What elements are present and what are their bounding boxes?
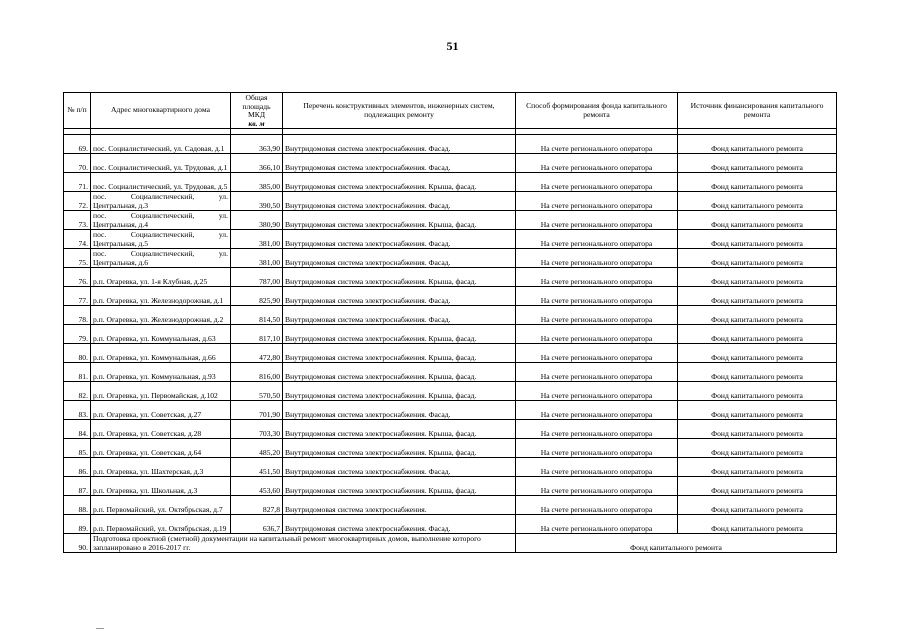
row-works: Внутридомовая система электроснабжения. Фасад.	[283, 249, 516, 268]
row-area: 380,90	[231, 211, 283, 230]
row-area: 381,00	[231, 230, 283, 249]
table-row	[64, 420, 837, 439]
row-area: 390,50	[231, 192, 283, 211]
table-row	[64, 439, 837, 458]
row-area: 385,00	[231, 173, 283, 192]
row-method: На счете регионального оператора	[516, 515, 678, 534]
row-method: На счете регионального оператора	[516, 154, 678, 173]
row-source: Фонд капитального ремонта	[678, 496, 837, 515]
row-number: 75.	[64, 249, 91, 268]
row-works: Внутридомовая система электроснабжения. Фасад.	[283, 401, 516, 420]
table-row	[64, 382, 837, 401]
row-works: Внутридомовая система электроснабжения.	[283, 496, 516, 515]
row-method: На счете регионального оператора	[516, 420, 678, 439]
row-number: 71.	[64, 173, 91, 192]
row-area: 787,00	[231, 268, 283, 287]
row-area: 825,90	[231, 287, 283, 306]
row-area: 570,50	[231, 382, 283, 401]
row-method: На счете регионального оператора	[516, 401, 678, 420]
row-works: Внутридомовая система электроснабжения. Крыша, фасад.	[283, 344, 516, 363]
table-header	[64, 93, 837, 129]
row-description: Подготовка проектной (сметной) документации на капитальный ремонт многоквартирных домов, выполнение которого запланировано в 2016-2017 гг.	[91, 534, 516, 553]
page-mark	[96, 628, 104, 629]
row-source: Фонд капитального ремонта	[678, 477, 837, 496]
row-address: р.п. Огаревка, ул. Шахтерская, д.3	[91, 458, 231, 477]
row-works: Внутридомовая система электроснабжения. Крыша, фасад.	[283, 173, 516, 192]
table-row	[64, 211, 837, 230]
row-method: На счете регионального оператора	[516, 344, 678, 363]
row-method: На счете регионального оператора	[516, 287, 678, 306]
header-area	[231, 93, 283, 129]
row-area: 814,50	[231, 306, 283, 325]
table-row	[64, 477, 837, 496]
table-row	[64, 268, 837, 287]
row-area: 816,00	[231, 363, 283, 382]
row-source: Фонд капитального ремонта	[678, 192, 837, 211]
row-address: пос. Социалистический, ул. Садовая, д.1	[91, 135, 231, 154]
row-address: р.п. Огаревка, ул. 1-я Клубная, д.25	[91, 268, 231, 287]
row-area: 366,10	[231, 154, 283, 173]
row-address: р.п. Огаревка, ул. Железнодорожная, д.2	[91, 306, 231, 325]
row-number: 72.	[64, 192, 91, 211]
row-method: На счете регионального оператора	[516, 135, 678, 154]
table-row	[64, 458, 837, 477]
row-area: 453,60	[231, 477, 283, 496]
page-number: 51	[446, 39, 459, 53]
row-source: Фонд капитального ремонта	[678, 344, 837, 363]
row-source: Фонд капитального ремонта	[678, 268, 837, 287]
row-area: 381,00	[231, 249, 283, 268]
header-address: Адрес многоквартирного дома	[91, 93, 231, 129]
row-address: р.п. Огаревка, ул. Железнодорожная, д.1	[91, 287, 231, 306]
table-row	[64, 135, 837, 154]
row-works: Внутридомовая система электроснабжения. Крыша, фасад.	[283, 363, 516, 382]
row-method: На счете регионального оператора	[516, 439, 678, 458]
row-area: 827,8	[231, 496, 283, 515]
row-area: 703,30	[231, 420, 283, 439]
header-area-unit: кв. м	[248, 118, 265, 128]
row-number: 83.	[64, 401, 91, 420]
row-source: Фонд капитального ремонта	[678, 287, 837, 306]
row-works: Внутридомовая система электроснабжения. Крыша, фасад.	[283, 268, 516, 287]
row-number: 84.	[64, 420, 91, 439]
row-area: 363,90	[231, 135, 283, 154]
row-number: 80.	[64, 344, 91, 363]
table-row	[64, 325, 837, 344]
row-address: р.п. Первомайский, ул. Октябрьская, д.19	[91, 515, 231, 534]
row-area: 485,20	[231, 439, 283, 458]
row-works: Внутридомовая система электроснабжения. Крыша, фасад.	[283, 420, 516, 439]
table-row	[64, 154, 837, 173]
row-method: На счете регионального оператора	[516, 268, 678, 287]
row-works: Внутридомовая система электроснабжения. Крыша, фасад.	[283, 382, 516, 401]
row-number: 73.	[64, 211, 91, 230]
row-address: р.п. Огаревка, ул. Коммунальная, д.66	[91, 344, 231, 363]
table-row	[64, 306, 837, 325]
row-works: Внутридомовая система электроснабжения. Крыша, фасад.	[283, 325, 516, 344]
row-source: Фонд капитального ремонта	[678, 211, 837, 230]
row-address: р.п. Первомайский, ул. Октябрьская, д.7	[91, 496, 231, 515]
row-number: 90.	[64, 534, 91, 553]
row-address: р.п. Огаревка, ул. Коммунальная, д.63	[91, 325, 231, 344]
row-method: На счете регионального оператора	[516, 173, 678, 192]
row-source: Фонд капитального ремонта	[678, 249, 837, 268]
row-source: Фонд капитального ремонта	[678, 401, 837, 420]
row-works: Внутридомовая система электроснабжения. Крыша, фасад.	[283, 439, 516, 458]
header-area-label: Общая площадь МКД	[242, 93, 271, 119]
row-address: р.п. Огаревка, ул. Коммунальная, д.93	[91, 363, 231, 382]
row-number: 88.	[64, 496, 91, 515]
row-source: Фонд капитального ремонта	[678, 420, 837, 439]
row-number: 69.	[64, 135, 91, 154]
table-body	[64, 129, 837, 553]
row-source: Фонд капитального ремонта	[678, 135, 837, 154]
row-source: Фонд капитального ремонта	[678, 439, 837, 458]
row-works: Внутридомовая система электроснабжения. Фасад.	[283, 515, 516, 534]
row-source: Фонд капитального ремонта	[678, 173, 837, 192]
row-address: пос. Социалистический, ул. Центральная, д.3	[91, 192, 231, 211]
row-source: Фонд капитального ремонта	[678, 382, 837, 401]
table-row	[64, 401, 837, 420]
row-number: 70.	[64, 154, 91, 173]
row-address: пос. Социалистический, ул. Центральная, д.5	[91, 230, 231, 249]
row-area: 451,50	[231, 458, 283, 477]
row-address: пос. Социалистический, ул. Трудовая, д.5	[91, 173, 231, 192]
table-row	[64, 515, 837, 534]
table-row	[64, 287, 837, 306]
row-method: На счете регионального оператора	[516, 458, 678, 477]
row-number: 89.	[64, 515, 91, 534]
row-address: пос. Социалистический, ул. Центральная, д.6	[91, 249, 231, 268]
header-num: № п/п	[64, 93, 91, 129]
row-works: Внутридомовая система электроснабжения. Фасад.	[283, 154, 516, 173]
row-number: 76.	[64, 268, 91, 287]
header-method: Способ формирования фонда капитального ремонта	[516, 93, 678, 129]
row-number: 82.	[64, 382, 91, 401]
row-address: пос. Социалистический, ул. Трудовая, д.1	[91, 154, 231, 173]
row-number: 74.	[64, 230, 91, 249]
row-number: 77.	[64, 287, 91, 306]
row-method: На счете регионального оператора	[516, 363, 678, 382]
row-works: Внутридомовая система электроснабжения. Фасад.	[283, 135, 516, 154]
row-method: На счете регионального оператора	[516, 496, 678, 515]
row-works: Внутридомовая система электроснабжения. Крыша, фасад.	[283, 211, 516, 230]
row-area: 636,7	[231, 515, 283, 534]
row-number: 81.	[64, 363, 91, 382]
row-address: р.п. Огаревка, ул. Советская, д.64	[91, 439, 231, 458]
row-works: Внутридомовая система электроснабжения. Фасад.	[283, 287, 516, 306]
table-row	[64, 230, 837, 249]
row-address: р.п. Огаревка, ул. Советская, д.28	[91, 420, 231, 439]
table-row	[64, 363, 837, 382]
row-source: Фонд капитального ремонта	[516, 534, 837, 553]
row-source: Фонд капитального ремонта	[678, 363, 837, 382]
row-method: На счете регионального оператора	[516, 192, 678, 211]
row-works: Внутридомовая система электроснабжения. Фасад.	[283, 192, 516, 211]
row-source: Фонд капитального ремонта	[678, 325, 837, 344]
row-source: Фонд капитального ремонта	[678, 458, 837, 477]
row-address: пос. Социалистический, ул. Центральная, д.4	[91, 211, 231, 230]
row-source: Фонд капитального ремонта	[678, 230, 837, 249]
row-works: Внутридомовая система электроснабжения. Фасад.	[283, 306, 516, 325]
capital-repair-table	[63, 92, 837, 553]
row-address: р.п. Огаревка, ул. Школьная, д.3	[91, 477, 231, 496]
row-method: На счете регионального оператора	[516, 306, 678, 325]
table-row	[64, 173, 837, 192]
row-source: Фонд капитального ремонта	[678, 515, 837, 534]
row-method: На счете регионального оператора	[516, 325, 678, 344]
row-number: 79.	[64, 325, 91, 344]
header-works: Перечень конструктивных элементов, инженерных систем, подлежащих ремонту	[283, 93, 516, 129]
row-number: 78.	[64, 306, 91, 325]
row-works: Внутридомовая система электроснабжения. Фасад.	[283, 458, 516, 477]
table-row	[64, 344, 837, 363]
row-address: р.п. Огаревка, ул. Первомайская, д.102	[91, 382, 231, 401]
row-method: На счете регионального оператора	[516, 477, 678, 496]
table-row	[64, 249, 837, 268]
table-row	[64, 192, 837, 211]
table-row	[64, 496, 837, 515]
row-method: На счете регионального оператора	[516, 249, 678, 268]
row-method: На счете регионального оператора	[516, 230, 678, 249]
row-area: 472,80	[231, 344, 283, 363]
row-method: На счете регионального оператора	[516, 211, 678, 230]
row-number: 86.	[64, 458, 91, 477]
row-area: 817,10	[231, 325, 283, 344]
row-source: Фонд капитального ремонта	[678, 306, 837, 325]
row-source: Фонд капитального ремонта	[678, 154, 837, 173]
table-row-final	[64, 534, 837, 553]
row-address: р.п. Огаревка, ул. Советская, д.27	[91, 401, 231, 420]
header-source: Источник финансирования капитального ремонта	[678, 93, 837, 129]
row-works: Внутридомовая система электроснабжения. Крыша, фасад.	[283, 477, 516, 496]
row-works: Внутридомовая система электроснабжения. Фасад.	[283, 230, 516, 249]
row-method: На счете регионального оператора	[516, 382, 678, 401]
row-number: 85.	[64, 439, 91, 458]
row-number: 87.	[64, 477, 91, 496]
row-area: 701,90	[231, 401, 283, 420]
